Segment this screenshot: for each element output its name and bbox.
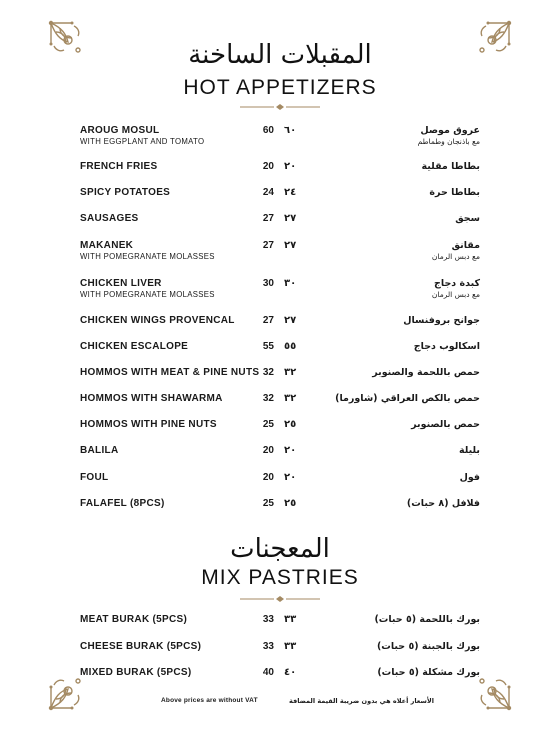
menu-item-row (0, 187, 560, 213)
menu-item-ar (280, 614, 480, 626)
menu-item-ar (280, 187, 480, 199)
menu-item-price: 33 (262, 641, 274, 652)
menu-item-ar (280, 393, 480, 405)
menu-item-desc-ar: مع دبس الرمان (431, 290, 480, 299)
menu-item-row (0, 419, 560, 445)
menu-item-name-en: CHICKEN WINGS PROVENCAL (80, 315, 235, 326)
menu-item-price-ar: ٣٢ (284, 367, 297, 378)
menu-item-price: 55 (262, 341, 274, 352)
menu-item-desc-en: WITH POMEGRANATE MOLASSES (80, 290, 215, 299)
menu-item-price-ar: ٥٥ (284, 341, 297, 352)
menu-item-ar (280, 125, 480, 147)
menu-item-en (80, 278, 280, 300)
menu-item-en (80, 641, 280, 653)
menu-item-price: 40 (262, 667, 274, 678)
menu-item-name-en: HOMMOS WITH PINE NUTS (80, 419, 217, 430)
menu-item-row (0, 315, 560, 341)
menu-item-row (0, 614, 560, 640)
menu-item-price-ar: ٣٣ (284, 641, 297, 652)
menu-item-name-ar: عروق موصل (420, 125, 480, 136)
menu-item-price: 27 (262, 213, 274, 224)
menu-item-name-ar: حمص بالصنوبر (411, 419, 480, 430)
menu-item-en (80, 472, 280, 484)
menu-item-name-en: MEAT BURAK (5PCS) (80, 614, 188, 625)
menu-item-name-ar: بورك مشكلة (٥ حبات) (377, 667, 480, 678)
menu-item-price: 32 (262, 393, 274, 404)
menu-item-name-en: HOMMOS WITH SHAWARMA (80, 393, 223, 404)
menu-item-price-ar: ٢٥ (284, 498, 297, 509)
hot-appetizers-header (0, 40, 560, 100)
menu-item-row (0, 367, 560, 393)
menu-item-name-ar: بورك بالجبنة (٥ حبات) (376, 641, 480, 652)
menu-item-en (80, 213, 280, 225)
menu-item-en (80, 393, 280, 405)
menu-item-ar (280, 315, 480, 327)
menu-item-en (80, 667, 280, 679)
menu-item-price-ar: ٣٢ (284, 393, 297, 404)
menu-item-row (0, 667, 560, 693)
menu-item-price-ar: ٢٧ (284, 213, 297, 224)
menu-item-name-ar: بليلة (459, 445, 480, 456)
menu-item-desc-ar: مع باذنجان وطماطم (417, 137, 480, 146)
menu-item-desc-en: WITH POMEGRANATE MOLASSES (80, 252, 215, 261)
menu-item-name-en: SAUSAGES (80, 213, 139, 224)
menu-item-row (0, 393, 560, 419)
menu-item-en (80, 367, 280, 379)
footer-note (0, 697, 560, 709)
menu-item-name-ar: سجق (455, 213, 480, 224)
menu-item-name-en: FALAFEL (8PCS) (80, 498, 165, 509)
mix-pastries-title-en: MIX PASTRIES (201, 566, 359, 589)
divider-ornament (240, 596, 320, 602)
menu-item-ar (280, 472, 480, 484)
menu-item-ar (280, 213, 480, 225)
menu-item-ar (280, 367, 480, 379)
menu-item-name-en: BALILA (80, 445, 119, 456)
menu-item-en (80, 125, 280, 147)
menu-item-price-ar: ٢٠ (284, 472, 297, 483)
menu-item-en (80, 445, 280, 457)
menu-item-price: 30 (262, 278, 274, 289)
menu-item-name-ar: حمص بالكص العراقي (شاورما) (335, 393, 480, 404)
menu-item-en (80, 341, 280, 353)
menu-item-name-en: SPICY POTATOES (80, 187, 171, 198)
menu-item-ar (280, 419, 480, 431)
menu-item-row (0, 472, 560, 498)
menu-item-name-ar: حمص باللحمة والصنوبر (372, 367, 480, 378)
menu-item-price-ar: ٢٠ (284, 445, 297, 456)
footer-note-en: Above prices are without VAT (161, 697, 258, 704)
menu-item-row (0, 445, 560, 471)
menu-item-desc-ar: مع دبس الرمان (431, 252, 480, 261)
hot-appetizers-title-en: HOT APPETIZERS (183, 76, 377, 99)
menu-item-price: 24 (262, 187, 274, 198)
mix-pastries-title-ar: المعجنات (230, 534, 330, 564)
menu-item-name-en: CHEESE BURAK (5PCS) (80, 641, 202, 652)
menu-item-name-ar: بطاطا مقلية (421, 161, 480, 172)
menu-item-price-ar: ٢٠ (284, 161, 297, 172)
menu-item-name-en: MAKANEK (80, 240, 134, 251)
menu-item-row (0, 278, 560, 304)
menu-item-price-ar: ٢٤ (284, 187, 297, 198)
menu-item-price: 27 (262, 240, 274, 251)
menu-item-en (80, 614, 280, 626)
menu-item-row (0, 213, 560, 239)
menu-item-price: 25 (262, 498, 274, 509)
menu-item-name-en: FRENCH FRIES (80, 161, 158, 172)
menu-item-price-ar: ٤٠ (284, 667, 297, 678)
menu-item-en (80, 240, 280, 262)
menu-item-price: 60 (262, 125, 274, 136)
menu-item-name-ar: اسكالوب دجاج (413, 341, 480, 352)
menu-item-ar (280, 498, 480, 510)
mix-pastries-header (0, 534, 560, 590)
menu-item-en (80, 161, 280, 173)
menu-item-ar (280, 278, 480, 300)
menu-item-row (0, 161, 560, 187)
menu-item-price: 20 (262, 161, 274, 172)
menu-item-en (80, 498, 280, 510)
menu-item-name-en: CHICKEN LIVER (80, 278, 162, 289)
menu-item-name-ar: فول (459, 472, 480, 483)
hot-appetizers-title-ar: المقبلات الساخنة (188, 40, 372, 70)
menu-item-price-ar: ٦٠ (284, 125, 297, 136)
menu-item-price-ar: ٣٣ (284, 614, 297, 625)
menu-item-name-ar: بطاطا حرة (429, 187, 480, 198)
menu-item-ar (280, 667, 480, 679)
menu-item-price-ar: ٢٧ (284, 315, 297, 326)
menu-item-en (80, 315, 280, 327)
menu-item-price: 33 (262, 614, 274, 625)
menu-item-ar (280, 445, 480, 457)
menu-item-price: 27 (262, 315, 274, 326)
menu-item-row (0, 641, 560, 667)
menu-item-name-ar: جوانح بروفنسال (403, 315, 480, 326)
menu-item-name-en: HOMMOS WITH MEAT & PINE NUTS (80, 367, 260, 378)
menu-item-name-ar: كبدة دجاج (434, 278, 480, 289)
menu-item-price-ar: ٢٥ (284, 419, 297, 430)
menu-item-name-ar: فلافل (٨ حبات) (406, 498, 480, 509)
menu-item-name-en: FOUL (80, 472, 109, 483)
menu-item-price: 20 (262, 472, 274, 483)
menu-item-price: 25 (262, 419, 274, 430)
menu-item-name-ar: مقانق (451, 240, 480, 251)
menu-item-price-ar: ٢٧ (284, 240, 297, 251)
menu-item-row (0, 341, 560, 367)
menu-item-price: 20 (262, 445, 274, 456)
menu-item-ar (280, 341, 480, 353)
menu-item-name-en: MIXED BURAK (5PCS) (80, 667, 192, 678)
footer-note-ar: الأسعار أعلاه هي بدون ضريبة القيمة المضافة (289, 697, 434, 705)
menu-item-row (0, 240, 560, 266)
menu-item-price: 32 (262, 367, 274, 378)
menu-item-ar (280, 641, 480, 653)
menu-item-ar (280, 161, 480, 173)
menu-item-en (80, 187, 280, 199)
menu-item-name-en: CHICKEN ESCALOPE (80, 341, 189, 352)
menu-item-desc-en: WITH EGGPLANT AND TOMATO (80, 137, 205, 146)
menu-item-name-ar: بورك باللحمة (٥ حبات) (374, 614, 480, 625)
divider-ornament (240, 104, 320, 110)
menu-item-row (0, 125, 560, 151)
menu-item-en (80, 419, 280, 431)
menu-item-price-ar: ٣٠ (284, 278, 297, 289)
menu-item-name-en: AROUG MOSUL (80, 125, 160, 136)
menu-item-ar (280, 240, 480, 262)
menu-item-row (0, 498, 560, 524)
